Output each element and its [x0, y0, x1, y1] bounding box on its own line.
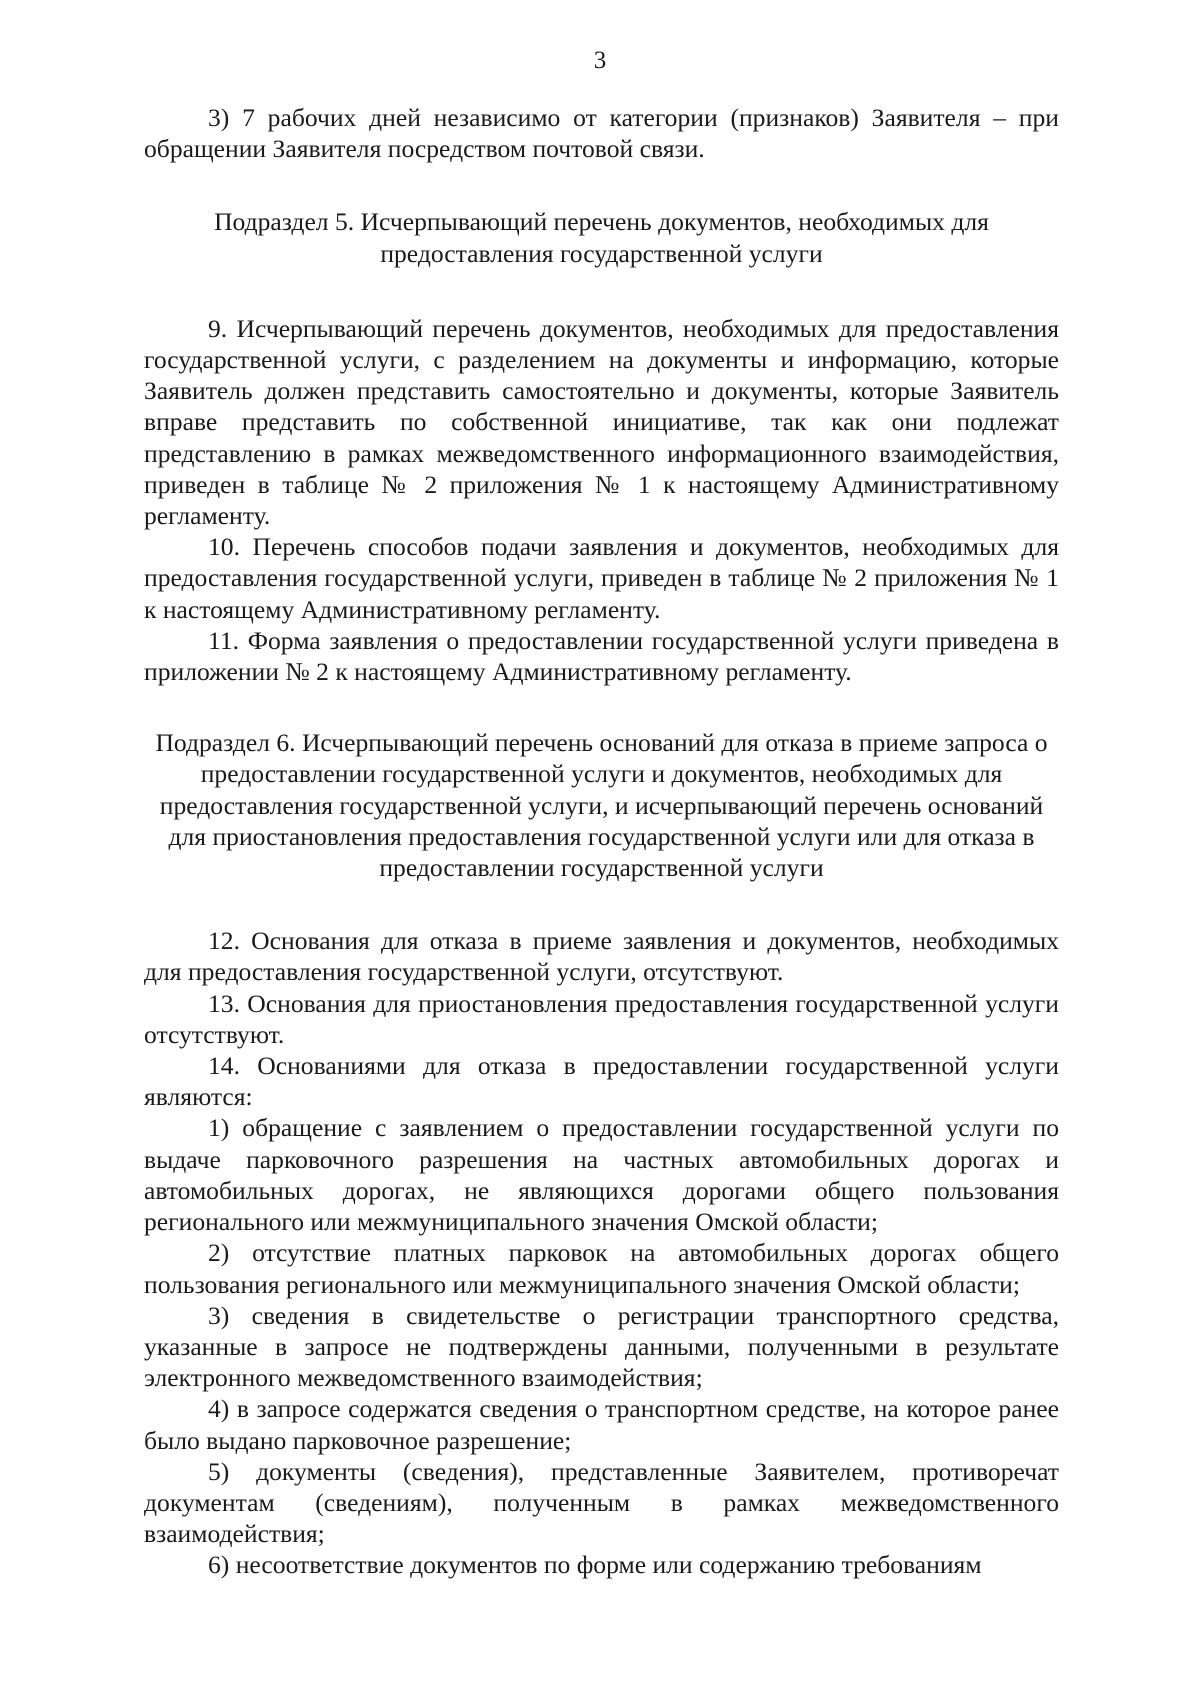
list-item-14-3: 3) сведения в свидетельстве о регистрации транспортного средства, указанные в запросе не подтверждены данными, полученными в результате электронного межведомственного взаимодействия;: [144, 1300, 1059, 1393]
paragraph-11: 11. Форма заявления о предоставлении государственной услуги приведена в приложении № 2 к настоящему Административному регламенту.: [144, 625, 1059, 687]
paragraph-14: 14. Основаниями для отказа в предоставлении государственной услуги являются:: [144, 1051, 1059, 1112]
page-number: 3: [593, 47, 607, 74]
list-item-14-2: 2) отсутствие платных парковок на автомобильных дорогах общего пользования регионального или межмуниципального значения Омской области;: [144, 1238, 1059, 1299]
subsection-5-heading: Подраздел 5. Исчерпывающий перечень документов, необходимых для предоставления государственной услуги: [214, 207, 989, 268]
paragraph-12: 12. Основания для отказа в приеме заявления и документов, необходимых для предоставления государственной услуги, отсутствуют.: [144, 926, 1059, 987]
paragraph-13: 13. Основания для приостановления предоставления государственной услуги отсутствуют.: [144, 988, 1059, 1049]
list-item-14-5: 5) документы (сведения), представленные Заявителем, противоречат документам (сведениям), полученным в рамках межведомственного взаимодействия;: [144, 1456, 1059, 1549]
paragraph-9: 9. Исчерпывающий перечень документов, необходимых для предоставления государственной услуги, с разделением на документы и информацию, которые Заявитель должен представить самостоятельно и документы, которые Заявитель вправе представить по собственной инициативе, так как они подлежат представлению в рамках межведомственного информационного взаимодействия, приведен в таблице № 2 приложения № 1 к настоящему Административному регламенту.: [144, 313, 1059, 531]
document-body: [144, 102, 1059, 1581]
paragraph-3-7-working-days: 3) 7 рабочих дней независимо от категории (признаков) Заявителя – при обращении Заявителя посредством почтовой связи.: [144, 103, 1059, 164]
list-item-14-4: 4) в запросе содержатся сведения о транспортном средстве, на которое ранее было выдано парковочное разрешение;: [144, 1394, 1059, 1455]
list-item-14-6: 6) несоответствие документов по форме или содержанию требованиям: [208, 1550, 982, 1580]
subsection-6-heading: Подраздел 6. Исчерпывающий перечень оснований для отказа в приеме запроса о предоставлении государственной услуги и документов, необходимых для предоставления государственной услуги, и исчерпывающий перечень оснований для приостановления предоставления государственной услуги или для отказа в предоставлении государственной услуги: [155, 728, 1048, 883]
paragraph-10: 10. Перечень способов подачи заявления и документов, необходимых для предоставления государственной услуги, приведен в таблице № 2 приложения № 1 к настоящему Административному регламенту.: [144, 532, 1059, 624]
list-item-14-1: 1) обращение с заявлением о предоставлении государственной услуги по выдаче парковочного разрешения на частных автомобильных дорогах и автомобильных дорогах, не являющихся дорогами общего пользования регионального или межмуниципального значения Омской области;: [144, 1113, 1059, 1237]
